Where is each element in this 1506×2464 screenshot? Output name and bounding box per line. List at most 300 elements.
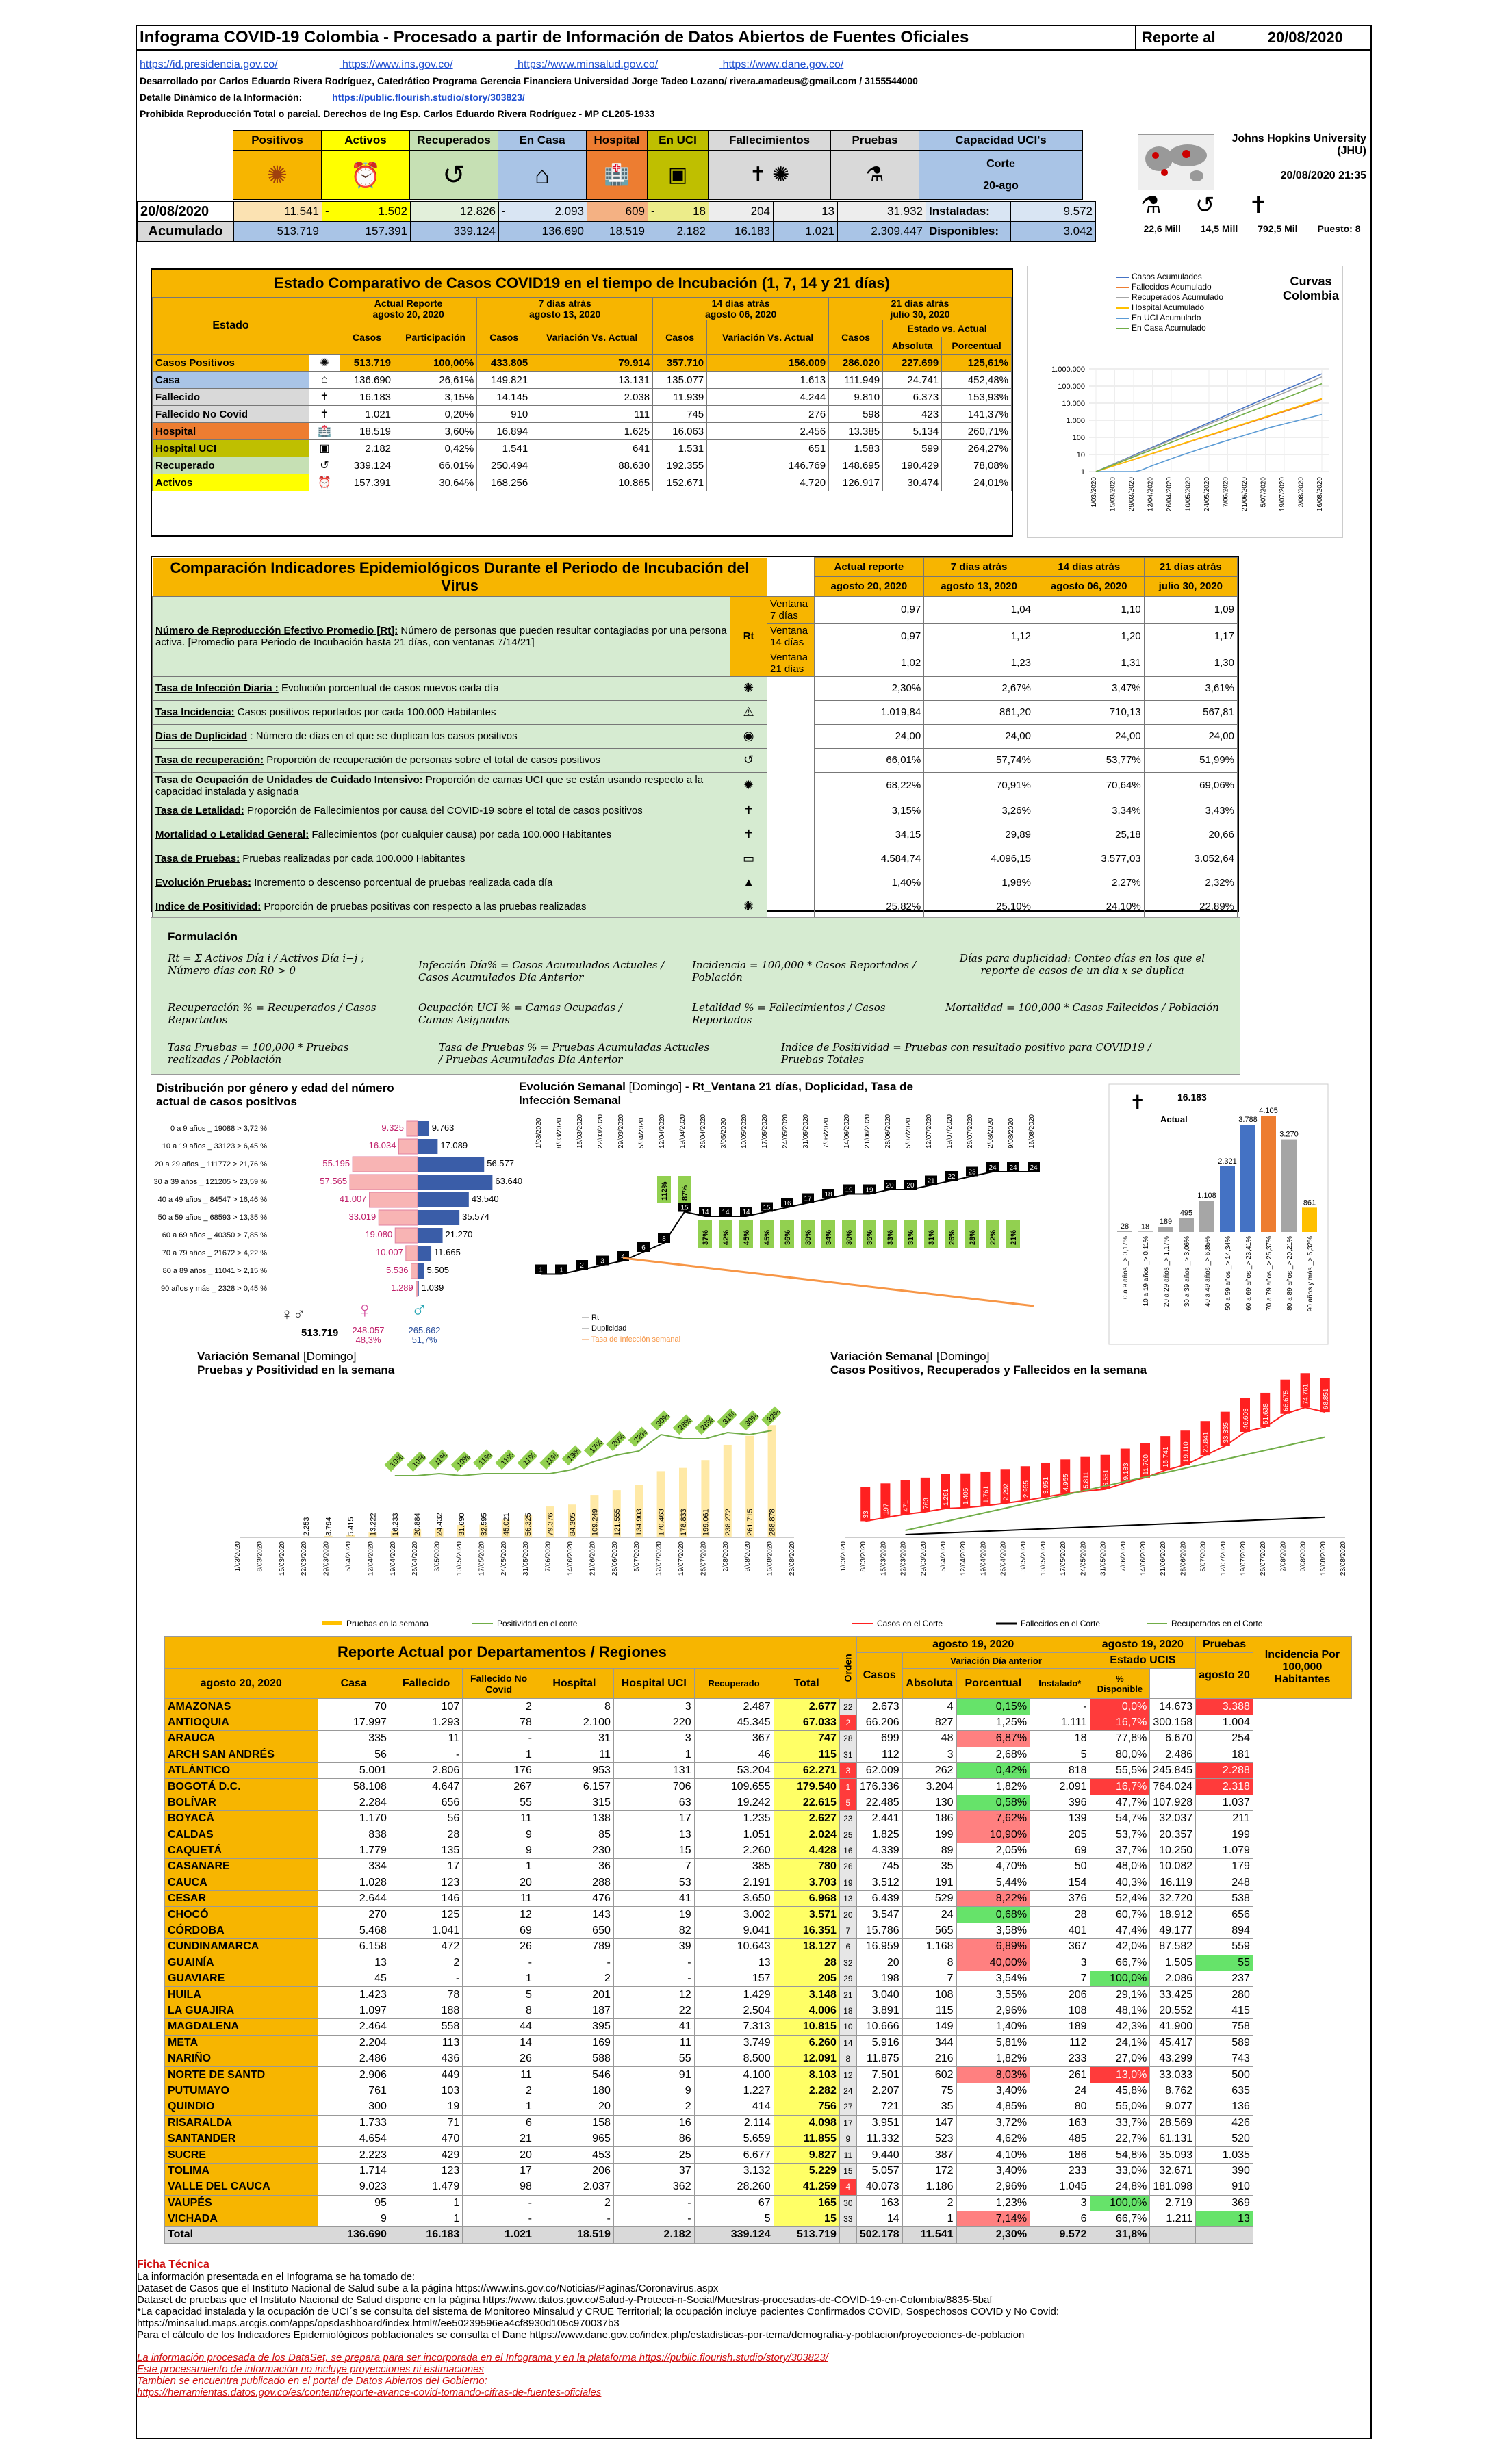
rights-line: Prohibida Reproducción Total o parcial. Derechos de Ing Esp. Carlos Eduardo Rivera Rodríguez - MP CL205-1933 (140, 108, 655, 119)
dept-cell: 35 (902, 2099, 956, 2115)
indicator-value: 2,30% (814, 676, 924, 700)
rt-label: 42% (722, 1229, 730, 1245)
dept-cell: 565 (902, 1923, 956, 1938)
positividad-line (395, 1430, 772, 1476)
dept-cell: 2 (463, 2083, 535, 2099)
dept-cell: 37,7% (1090, 1843, 1150, 1858)
legend-entry: Recuperados Acumulado (1116, 292, 1223, 303)
dept-cell: 656 (390, 1795, 462, 1810)
kpi-h-hospital: Hospital (587, 131, 648, 151)
dept-cell: 1 (463, 2099, 535, 2115)
dept-cell: 0,68% (956, 1907, 1030, 1923)
positividad-label: 11% (544, 1451, 560, 1467)
dept-cell: 33,7% (1090, 2115, 1150, 2131)
dept-cell: 15 (839, 2163, 856, 2179)
positividad-label: 22% (633, 1428, 650, 1445)
formula-rt: Rt = Σ Activos Día i / Activos Día i−j ; Número días con R0 > 0 (168, 952, 365, 977)
department-row (165, 2163, 1352, 2179)
row-value: 0,20% (394, 406, 477, 423)
dept-cell: 25 (613, 2147, 694, 2163)
male-pct: 51,7% (411, 1335, 437, 1345)
jhu-icons (1140, 192, 1268, 219)
rt-label: 26% (948, 1229, 956, 1245)
duplicidad-label: 8 (662, 1235, 666, 1243)
world-map-icon (1138, 134, 1214, 190)
dept-cell: 18 (1030, 1731, 1090, 1747)
row-value: 146.769 (707, 457, 829, 474)
dept-cell: 2.114 (694, 2115, 774, 2131)
dept-cell: AMAZONAS (165, 1699, 318, 1715)
department-row (165, 2067, 1352, 2083)
x-tick: 5/07/2020 (1260, 477, 1268, 508)
dept-cell: 13 (1196, 2211, 1253, 2226)
casos-label: 2.292 (1002, 1483, 1010, 1501)
kpi-icons (233, 151, 1083, 200)
x-tick: 15/03/2020 (278, 1541, 286, 1576)
positividad-label: 13% (565, 1446, 583, 1463)
dept-cell: 588 (535, 2051, 613, 2066)
indicator-icon: ✺ (730, 676, 767, 700)
dept-cell: 1 (390, 2211, 462, 2226)
dept-cell: PUTUMAYO (165, 2083, 318, 2099)
dept-cell: 188 (390, 2003, 462, 2018)
legend-entry: Positividad en el corte (497, 1619, 578, 1628)
duplicidad-label: 15 (680, 1204, 689, 1212)
dept-cell: 17 (839, 2115, 856, 2131)
pruebas-value: 79.376 (546, 1513, 555, 1536)
age-label: 40 a 49 años _> 6,85% (1204, 1236, 1212, 1307)
row-value: 910 (477, 406, 531, 423)
acc-pruebas: 2.309.447 (838, 222, 926, 242)
row-value: 30,64% (394, 474, 477, 491)
legend-swatch (322, 1621, 342, 1625)
dept-cell: 11.332 (856, 2131, 902, 2146)
detail-line (140, 92, 525, 103)
bar-value: 28 (1120, 1222, 1130, 1231)
dept-cell: 45,8% (1090, 2083, 1150, 2099)
female-value: 1.289 (391, 1283, 413, 1293)
x-tick: 8/03/2020 (860, 1541, 868, 1572)
department-row (165, 2035, 1352, 2051)
dept-cell: 147 (902, 2115, 956, 2131)
kpi-h-pruebas: Pruebas (831, 131, 919, 151)
footer-red-line: Este procesamiento de información no incluye proyecciones ni estimaciones (137, 2363, 484, 2375)
dept-cell: 2.191 (694, 1875, 774, 1890)
row-label: Fallecido (153, 389, 309, 406)
dept-cell: 10.250 (1150, 1843, 1196, 1858)
link-dane[interactable]: https://www.dane.gov.co/ (722, 59, 844, 70)
dept-cell: 758 (1196, 2019, 1253, 2035)
row-value: 1.613 (707, 372, 829, 389)
dept-cell: 112 (1030, 2035, 1090, 2051)
dept-cell: 3.547 (856, 1907, 902, 1923)
link-minsalud[interactable]: https://www.minsalud.gov.co/ (518, 59, 659, 70)
recovery-icon: ↺ (410, 151, 498, 200)
dept-cell: 20 (463, 1875, 535, 1890)
footer-line: Dataset de pruebas que el Instituto Nacional de Salud dispone en la página https://www.datos.gov.co/Salud-y-Protecci-n-Social/Muestras-procesadas-de-COVID-19-en-Colombia/8835-5baf (137, 2294, 993, 2306)
indicator-value: 34,15 (814, 823, 924, 847)
kpi-h-uci: En UCI (648, 131, 709, 151)
duplicidad-label: 15 (763, 1204, 771, 1212)
dept-cell: 179.540 (774, 1779, 839, 1795)
pruebas-value: 32.595 (480, 1513, 489, 1536)
casos-sem-chart (825, 1380, 1352, 1637)
x-tick: 21/06/2020 (864, 1114, 871, 1148)
dept-cell: 28.569 (1150, 2115, 1196, 2131)
row-label: Hospital (153, 423, 309, 440)
dept-cell: 22,7% (1090, 2131, 1150, 2146)
row-value: 157.391 (340, 474, 394, 491)
dept-cell: 15 (774, 2211, 839, 2226)
dept-cell: 706 (613, 1779, 694, 1795)
male-bar (418, 1263, 424, 1279)
row-icon: ✝ (309, 389, 340, 406)
row-value: 599 (883, 440, 942, 457)
report-label: Reporte al (1142, 29, 1216, 46)
row-value: 78,08% (942, 457, 1012, 474)
casos-sem-title: Variación Semanal [Domingo] (830, 1350, 990, 1363)
row-label: Activos (153, 474, 309, 491)
dept-cell: 20 (535, 2099, 613, 2115)
y-tick: 100.000 (1058, 383, 1085, 391)
dept-cell: CAQUETÁ (165, 1843, 318, 1858)
department-row (165, 2099, 1352, 2115)
kpi-h-uci-capacidad: Capacidad UCI's (919, 131, 1083, 151)
positividad-label: 28% (676, 1415, 693, 1433)
dept-cell: 2.719 (1150, 2195, 1196, 2211)
indicator-value: 1,40% (814, 871, 924, 895)
dept-cell: ARAUCA (165, 1731, 318, 1747)
dept-cell: 5 (1030, 1747, 1090, 1762)
dept-cell: 52,4% (1090, 1891, 1150, 1907)
dept-cell: CASANARE (165, 1859, 318, 1875)
jhu-deaths: 792,5 Mil (1258, 223, 1298, 234)
indicator-value: 51,99% (1144, 748, 1237, 772)
x-tick: 5/07/2020 (905, 1118, 912, 1148)
indicator-desc: Tasa de Pruebas: Pruebas realizadas por cada 100.000 Habitantes (153, 847, 730, 871)
dept-cell: - (463, 1731, 535, 1747)
daily-activos: - 1.502 (322, 202, 411, 222)
fallecidos-edad-chart (1102, 1081, 1335, 1348)
dept-cell: 49.177 (1150, 1923, 1196, 1938)
row-label: Recuperado (153, 457, 309, 474)
department-row (165, 1843, 1352, 1858)
dept-cell: 206 (1030, 1987, 1090, 2003)
y-tick: 1.000 (1066, 417, 1085, 425)
kpi-acc-row (138, 222, 1096, 242)
indicator-value: 66,01% (814, 748, 924, 772)
pruebas-value: 5.415 (347, 1517, 355, 1536)
dept-cell: 53 (613, 1875, 694, 1890)
y-tick: 10.000 (1062, 400, 1085, 408)
x-tick: 7/06/2020 (823, 1118, 830, 1148)
ficha-title: Ficha Técnica (137, 2259, 209, 2270)
dept-cell: 6.439 (856, 1891, 902, 1907)
dept-cell: 270 (318, 1907, 390, 1923)
dept-cell: 8.103 (774, 2067, 839, 2083)
pruebas-value: 121.555 (613, 1509, 622, 1536)
dept-cell: 6.677 (694, 2147, 774, 2163)
x-tick: 14/06/2020 (843, 1114, 851, 1148)
x-tick: 16/08/2020 (1316, 477, 1324, 512)
x-tick: 28/06/2020 (1179, 1541, 1188, 1576)
comparativo-row (153, 406, 1012, 423)
rt-label: 37% (702, 1229, 710, 1245)
male-total: 265.662 (408, 1325, 441, 1335)
formulacion-panel (151, 917, 1240, 1075)
indicator-row (153, 871, 1238, 895)
dept-cell: 41.900 (1150, 2019, 1196, 2035)
dept-cell: 764.024 (1150, 1779, 1196, 1795)
age-label: 50 a 59 años _> 14,34% (1225, 1236, 1232, 1311)
dept-cell: 1.779 (318, 1843, 390, 1858)
pyramid-chart (151, 1116, 523, 1345)
department-row (165, 2019, 1352, 2035)
jhu-date: 20/08/2020 21:35 (1280, 170, 1366, 181)
dept-cell: RISARALDA (165, 2115, 318, 2131)
department-row (165, 1747, 1352, 1762)
department-row (165, 1907, 1352, 1923)
x-tick: 24/05/2020 (1203, 477, 1211, 512)
corte-date: 20-ago (983, 179, 1019, 192)
row-value: 250.494 (477, 457, 531, 474)
dept-cell: 86 (613, 2131, 694, 2146)
dept-cell: 2.644 (318, 1891, 390, 1907)
dept-cell: 32.671 (1150, 2163, 1196, 2179)
link-presidencia[interactable]: https://id.presidencia.gov.co/ (140, 59, 278, 70)
casos-label: 19.110 (1182, 1441, 1190, 1463)
age-bar (1261, 1116, 1276, 1232)
dept-cell: 335 (318, 1731, 390, 1747)
dept-cell: 199 (902, 1827, 956, 1843)
link-ins[interactable]: https://www.ins.gov.co/ (342, 59, 453, 70)
x-tick: 2/08/2020 (987, 1118, 995, 1148)
x-tick: 26/04/2020 (700, 1114, 707, 1148)
indicator-icon: ⚠ (730, 700, 767, 724)
female-bar (411, 1263, 418, 1279)
casos-label: 1.761 (982, 1485, 991, 1503)
kpi-h-positivos: Positivos (233, 131, 322, 151)
rt-label: 31% (928, 1229, 936, 1245)
dept-cell: 3,55% (956, 1987, 1030, 2003)
age-bar (1138, 1231, 1153, 1232)
dept-cell: 9 (463, 1843, 535, 1858)
rt-label: 45% (743, 1229, 751, 1245)
detail-link[interactable]: https://public.flourish.studio/story/303823/ (332, 92, 525, 103)
x-tick: 28/06/2020 (884, 1114, 892, 1148)
dept-cell: 2.487 (694, 1699, 774, 1715)
dept-cell: 9.041 (694, 1923, 774, 1938)
dept-cell: 500 (1196, 2067, 1253, 2083)
age-label: 40 a 49 años _ 84547 > 16,46 % (157, 1196, 267, 1204)
jhu-block (1134, 130, 1370, 242)
row-value: 651 (707, 440, 829, 457)
female-bar (395, 1228, 418, 1243)
x-tick: 31/05/2020 (522, 1541, 531, 1576)
dept-cell: 66.206 (856, 1715, 902, 1730)
dept-cell: 19.242 (694, 1795, 774, 1810)
x-tick: 1/03/2020 (234, 1541, 242, 1572)
dept-cell: 233 (1030, 2051, 1090, 2066)
hospital-icon: 🏥 (587, 151, 648, 200)
dept-cell: 157 (694, 1971, 774, 1987)
row-icon: ✝ (309, 406, 340, 423)
indicator-icon: ◉ (730, 724, 767, 748)
dept-cell: CÓRDOBA (165, 1923, 318, 1938)
positividad-label: 10% (411, 1452, 428, 1470)
dept-cell: 602 (902, 2067, 956, 2083)
dept-cell: - (535, 1955, 613, 1971)
casos-label: 471 (902, 1500, 910, 1512)
dept-cell: 22.615 (774, 1795, 839, 1810)
kpi-h-recuperados: Recuperados (410, 131, 498, 151)
dept-cell: 24 (902, 1907, 956, 1923)
formula-letalidad: Letalidad % = Fallecimientos / Casos Reportados (692, 1001, 886, 1026)
dept-cell: 107.928 (1150, 1795, 1196, 1810)
bar-value: 4.105 (1259, 1107, 1278, 1115)
dept-cell: 10.082 (1150, 1859, 1196, 1875)
footer-red-line[interactable]: https://herramientas.datos.gov.co/es/content/reporte-avance-covid-tomando-cifras-de-fuentes-oficiales (137, 2387, 602, 2398)
dept-cell: 4,85% (956, 2099, 1030, 2115)
duplicidad-label: 1 (559, 1266, 563, 1274)
indicator-desc: Indice de Positividad: Proporción de pruebas positivas con respecto a las pruebas realizadas (153, 895, 730, 919)
dept-cell: 32.720 (1150, 1891, 1196, 1907)
male-bar (418, 1175, 492, 1190)
dept-cell: 10.666 (856, 2019, 902, 2035)
dept-cell: 1,25% (956, 1715, 1030, 1730)
comparativo-row (153, 440, 1012, 457)
total-deaths: 16.183 (1177, 1092, 1207, 1103)
dept-cell: 172 (902, 2163, 956, 2179)
dept-cell: 98 (463, 2179, 535, 2195)
male-value: 21.270 (445, 1229, 473, 1240)
dept-cell: 300 (318, 2099, 390, 2115)
female-total: 248.057 (352, 1325, 385, 1335)
dept-cell: 3.388 (1196, 1699, 1253, 1715)
formula-mortalidad: Mortalidad = 100,000 * Casos Fallecidos / Población (945, 1001, 1219, 1014)
x-tick: 5/07/2020 (1199, 1541, 1208, 1572)
male-bar (418, 1281, 419, 1296)
dept-cell: 2.464 (318, 2019, 390, 2035)
department-row (165, 1762, 1352, 1778)
daily-label: 20/08/2020 (138, 202, 234, 222)
dept-cell: 115 (902, 2003, 956, 2018)
x-tick: 19/04/2020 (679, 1114, 687, 1148)
dept-cell: ANTIOQUIA (165, 1715, 318, 1730)
bar-value: 3.270 (1279, 1130, 1299, 1139)
dept-cell: VAUPÉS (165, 2195, 318, 2211)
dept-cell: 395 (535, 2019, 613, 2035)
dept-cell: BOLÍVAR (165, 1795, 318, 1810)
dept-cell: 211 (1196, 1811, 1253, 1827)
row-value: 153,93% (942, 389, 1012, 406)
dept-cell: 18.127 (774, 1939, 839, 1955)
dept-cell: 47,7% (1090, 1795, 1150, 1810)
legend-entry: En Casa Acumulado (1116, 323, 1223, 333)
dept-cell: 2.100 (535, 1715, 613, 1730)
positividad-label: 30% (743, 1411, 761, 1428)
footer-red-line[interactable]: La información procesada de los DataSet, se prepara para ser incorporada en el Infograma y en la plataforma https://public.flourish.studio/story/303823/ (137, 2352, 828, 2363)
dept-cell: 248 (1196, 1875, 1253, 1890)
indicator-desc: Días de Duplicidad : Número de días en el que se duplican los casos positivos (153, 724, 730, 748)
dept-cell: 31 (535, 1731, 613, 1747)
dept-cell: 300.158 (1150, 1715, 1196, 1730)
x-tick: 31/05/2020 (802, 1114, 810, 1148)
dept-cell: 5.468 (318, 1923, 390, 1938)
x-tick: 12/07/2020 (1219, 1541, 1227, 1576)
dept-cell: 2.673 (856, 1699, 902, 1715)
departamentos-panel: Reporte Actual por Departamentos / Regiones Orden agosto 19, 2020 agosto 19, 2020 Pruebas Incidencia Por 100,000 Habitantes Casos Variación Día anterior Estado UCIS agosto 20 agosto 20, 2020 Casa Fallecido Fallecido No Covid Hospital Hospital UCI Recuperado Total Absoluta Porcentual Instalado* % Disponible AMAZONAS 70 107 2 8 3 2.487 2.677 22 2.673 4 0,15% - 0,0% 14.673 3.388 ANTIOQUIA 17.997 1.293 78 2.100 220 45.345 67.033 2 66.206 827 1,25% 1.111 16,7% 300.158 1.004 ARAUCA 335 11 - 31 3 367 747 28 699 48 6,87% 18 77,8% 6.670 254 ARCH SAN ANDRÉS 56 - 1 11 1 46 115 31 112 3 2,68% 5 80,0% 2.486 181 ATLÁNTICO 5.001 2.806 176 953 131 53.204 62.271 3 62.009 262 0,42% 818 55,5% 245.845 2.288 BOGOTÁ D.C. 58.108 4.647 267 6.157 706 109.655 179.540 1 176.336 3.204 1,82% 2.091 16,7% 764.024 2.318 BOLÍVAR 2.284 656 55 315 63 19.242 22.615 5 22.485 130 0,58% 396 47,7% 107.928 1.037 BOYACÁ 1.170 56 11 138 17 1.235 2.627 23 2.441 186 7,62% 139 54,7% 32.037 211 CALDAS 838 28 9 85 13 1.051 2.024 25 1.825 199 10,90% 205 53,7% 20.357 199 CAQUETÁ 1.779 135 9 230 15 2.260 4.428 16 4.339 89 2,05% 69 37,7% 10.250 1.079 CASANARE 334 17 1 36 7 385 780 26 745 35 4,70% 50 48,0% 10.082 179 CAUCA 1.028 123 20 288 53 2.191 3.703 19 3.512 191 5,44% 154 40,3% 16.119 248 CESAR 2.644 146 11 476 41 3.650 6.968 13 6.439 529 8,22% 376 52,4% 32.720 538 CHOCÓ 270 125 12 143 19 3.002 3.571 20 3.547 24 0,68% 28 60,7% 18.912 656 CÓRDOBA 5.468 1.041 69 650 82 9.041 16.351 7 15.786 565 3,58% 401 47,4% 49.177 894 CUNDINAMARCA 6.158 472 26 789 39 10.643 18.127 6 16.959 1.168 6,89% 367 42,0% 87.582 559 GUAINÍA 13 2 - - - 13 28 32 20 8 40,00% 3 66,7% 1.505 55 GUAVIARE 45 - 1 2 - 157 205 29 198 7 3,54% 7 100,0% 2.086 237 HUILA 1.423 78 5 201 12 1.429 3.148 21 3.040 108 3,55% 206 29,1% 33.425 280 LA GUAJIRA 1.097 188 8 187 22 2.504 4.006 18 3.891 115 2,96% 108 48,1% 20.552 415 MAGDALENA 2.464 558 44 395 41 7.313 10.815 10 10.666 149 1,40% 189 42,3% 41.900 758 META 2.204 113 14 169 11 3.749 6.260 14 5.916 344 5,81% 112 24,1% 45.417 589 NARIÑO 2.486 436 26 588 55 8.500 12.091 8 11.875 216 1,82% 233 27,0% 43.299 743 NORTE DE SANTD 2.906 449 11 546 91 4.100 8.103 12 7.501 602 8,03% 261 13,0% 33.033 500 PUTUMAYO 761 103 2 180 9 1.227 2.282 24 2.207 75 3,40% 24 45,8% 8.762 635 QUINDIO 300 19 1 20 2 414 756 27 721 35 4,85% 80 55,0% 9.077 136 RISARALDA 1.733 71 6 158 16 2.114 4.098 17 3.951 147 3,72% 163 33,7% 28.569 426 SANTANDER 4.654 470 21 965 86 5.659 11.855 9 11.332 523 4,62% 485 22,7% 61.131 520 SUCRE 2.223 429 20 453 25 6.677 9.827 11 9.440 387 4,10% 186 54,8% 35.093 1.035 TOLIMA 1.714 123 17 206 37 3.132 5.229 15 5.057 172 3,40% 233 33,0% 32.671 390 VALLE DEL CAUCA 9.023 1.479 98 2.037 362 28.260 41.259 4 40.073 1.186 2,96% 1.045 24,8% 181.098 910 VAUPÉS 95 1 - 2 - 67 165 30 163 2 1,23% 3 100,0% 2.719 369 VICHADA 9 1 - - - 5 15 33 14 1 7,14% 6 66,7% 1.211 13 Total 136.690 16.183 1.021 18.519 2.182 339.124 513.719 502.178 11.541 2,30% 9.572 31,8% (164, 1636, 1362, 2244)
rt-symbol: Rt (730, 596, 767, 676)
dept-cell: 1.004 (1196, 1715, 1253, 1730)
casos-label: 15.741 (1162, 1446, 1171, 1468)
dept-cell: 2.207 (856, 2083, 902, 2099)
department-row (165, 2211, 1352, 2226)
dept-cell: 4,70% (956, 1859, 1030, 1875)
row-value: 16.063 (653, 423, 707, 440)
footer (137, 2259, 1362, 2398)
legend-entry: Fallecidos en el Corte (1021, 1619, 1101, 1628)
row-value: 100,00% (394, 355, 477, 372)
row-value: 0,42% (394, 440, 477, 457)
dept-cell: 280 (1196, 1987, 1253, 2003)
dept-cell: 26 (839, 1859, 856, 1875)
comparativo-row (153, 355, 1012, 372)
duplicidad-label: 1 (539, 1266, 543, 1274)
footer-red-line: Tambien se encuentra publicado en el portal de Datos Abiertos del Gobierno: (137, 2375, 487, 2387)
age-bar (1117, 1231, 1132, 1232)
dept-cell: 2.288 (1196, 1762, 1253, 1778)
dept-cell: - (613, 1971, 694, 1987)
footer-line: Dataset de Casos que el Instituto Nacional de Salud sube a la página https://www.ins.gov.co/Noticias/Paginas/Coronavirus.aspx (137, 2283, 719, 2294)
dept-cell: 11 (463, 1811, 535, 1827)
kpi-headers (233, 131, 1083, 151)
dept-cell: 1 (390, 2195, 462, 2211)
row-value: 276 (707, 406, 829, 423)
pruebas-value: 199.061 (702, 1509, 711, 1536)
rt-label: 30% (845, 1229, 854, 1245)
dept-cell: BOYACÁ (165, 1811, 318, 1827)
departamentos-title: Reporte Actual por Departamentos / Regiones (165, 1637, 840, 1669)
duplicidad-label: 4 (621, 1253, 625, 1261)
legend-entry: Pruebas en la semana (346, 1619, 429, 1628)
dept-cell: 66,7% (1090, 1955, 1150, 1971)
dept-cell: 650 (535, 1923, 613, 1938)
indicator-icon: ✹ (730, 772, 767, 799)
dept-cell: 0,15% (956, 1699, 1030, 1715)
dept-cell: 2,68% (956, 1747, 1030, 1762)
x-tick: 23/08/2020 (789, 1541, 796, 1576)
footer-line: Para el cálculo de los Indicadores Epidemiológicos poblacionales se consulta el Dane https://www.dane.gov.co/index.php/estadisticas-por-tema/demografia-y-poblacion/proyecciones-de-poblacion (137, 2329, 1025, 2341)
dept-cell: 838 (318, 1827, 390, 1843)
dept-cell: 429 (390, 2147, 462, 2163)
age-label: 70 a 79 años _ 21672 > 4,22 % (162, 1249, 267, 1257)
dept-cell: 107 (390, 1699, 462, 1715)
row-value: 1.541 (477, 440, 531, 457)
x-tick: 7/06/2020 (1222, 477, 1230, 508)
pruebas-value: 2.253 (303, 1517, 311, 1536)
jhu-recovered: 14,5 Mill (1200, 223, 1238, 234)
indicator-desc: Tasa de Infección Diaria : Evolución porcentual de casos nuevos cada día (153, 676, 730, 700)
dept-cell: 7 (613, 1859, 694, 1875)
dept-cell: 538 (1196, 1891, 1253, 1907)
semanal-chart (513, 1107, 1047, 1347)
row-value: 18.519 (340, 423, 394, 440)
comparativo-title: Estado Comparativo de Casos COVID19 en el tiempo de Incubación (1, 7, 14 y 21 días) (152, 270, 1012, 297)
dept-cell: 362 (613, 2179, 694, 2195)
actual-label: Actual (1160, 1114, 1188, 1125)
dept-cell: 176.336 (856, 1779, 902, 1795)
